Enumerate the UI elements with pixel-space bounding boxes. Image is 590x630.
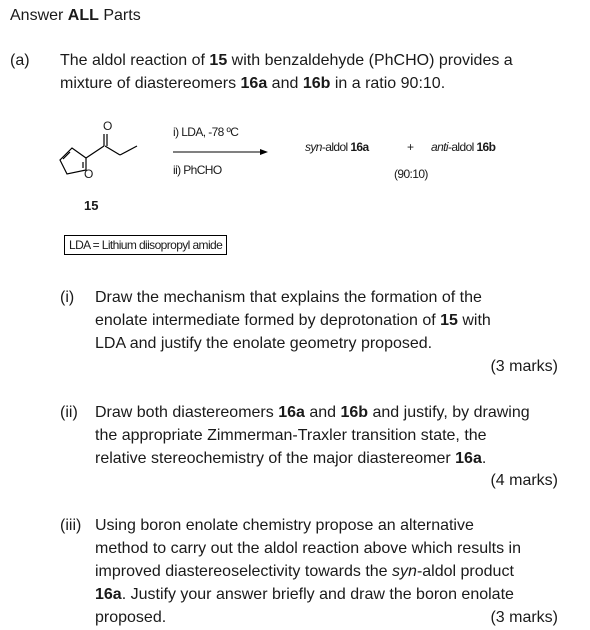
arrowhead <box>260 149 268 155</box>
compound-ref: 16a <box>455 450 482 467</box>
q1-line-2 <box>95 309 491 332</box>
text: improved diastereoselectivity towards the <box>95 563 393 580</box>
q2-marks: (4 marks) <box>490 472 558 489</box>
compound-ref: 16b <box>302 75 331 92</box>
text: syn <box>305 140 322 154</box>
text: -aldol product <box>416 563 514 580</box>
text: Using boron enolate chemistry propose an alternative <box>95 517 474 534</box>
ring-oxygen: O <box>84 167 93 181</box>
q1-line-3 <box>95 332 432 355</box>
q3-label: (iii) <box>60 517 82 534</box>
q2-line-2 <box>95 424 487 447</box>
condition-2: ii) PhCHO <box>173 163 222 177</box>
q3-line-1 <box>95 514 474 537</box>
text: with benzaldehyde (PhCHO) provides a <box>227 52 513 69</box>
text: relative stereochemistry of the major diastereomer <box>95 450 456 467</box>
q3-line-4 <box>95 583 514 606</box>
part-a-line-2 <box>60 72 445 95</box>
q3-line-2 <box>95 537 521 560</box>
text: with <box>457 312 491 329</box>
text: Draw the mechanism that explains the formation of the <box>95 289 482 306</box>
q3-line-5 <box>95 606 166 629</box>
q1-line-1 <box>95 286 482 309</box>
furan-ring <box>60 148 86 174</box>
compound-ref: 16b <box>340 404 369 421</box>
text: -aldol <box>321 140 351 154</box>
product-anti <box>431 140 495 154</box>
text: and <box>267 75 303 92</box>
compound-ref: 16a <box>278 404 305 421</box>
text: . Justify your answer briefly and draw the boron enolate <box>121 586 514 603</box>
text: mixture of diastereomers <box>60 75 241 92</box>
q1-label: (i) <box>60 289 75 306</box>
header <box>10 4 141 27</box>
part-a-label: (a) <box>10 52 30 69</box>
compound-ref: 15 <box>209 52 228 69</box>
compound-label: 15 <box>84 198 99 213</box>
bond <box>105 146 120 155</box>
lda-definition-box: LDA = Lithium diisopropyl amide <box>64 235 227 255</box>
header-bold: ALL <box>67 7 99 24</box>
compound-ref: 16b <box>476 140 496 154</box>
text: anti <box>431 140 448 154</box>
plus-sign: + <box>407 140 414 154</box>
text: method to carry out the aldol reaction above which results in <box>95 540 522 557</box>
text: -aldol <box>447 140 477 154</box>
bond <box>120 146 137 155</box>
product-syn <box>305 140 369 154</box>
header-text: Answer <box>10 7 68 24</box>
text: the appropriate Zimmerman-Traxler transition state, the <box>95 427 487 444</box>
condition-1: i) LDA, -78 ºC <box>173 125 239 139</box>
compound-ref: 16a <box>350 140 369 154</box>
text: LDA and justify the enolate geometry proposed. <box>95 335 433 352</box>
q2-line-3 <box>95 447 486 470</box>
q2-label: (ii) <box>60 404 78 421</box>
bond <box>86 146 104 158</box>
product-ratio: (90:10) <box>394 167 428 181</box>
q1-marks: (3 marks) <box>490 358 558 375</box>
text: and justify, by drawing <box>368 404 530 421</box>
q3-line-3 <box>95 560 514 583</box>
text: syn <box>392 563 417 580</box>
q3-marks: (3 marks) <box>490 609 558 626</box>
text: The aldol reaction of <box>60 52 210 69</box>
header-suffix: Parts <box>98 7 141 24</box>
text: in a ratio 90:10. <box>330 75 446 92</box>
text: . <box>481 450 487 467</box>
text: Draw both diastereomers <box>95 404 279 421</box>
text: and <box>304 404 341 421</box>
compound-ref: 16a <box>95 586 122 603</box>
carbonyl-oxygen: O <box>103 119 112 133</box>
q2-line-1 <box>95 401 530 424</box>
text: enolate intermediate formed by deprotonation of <box>95 312 441 329</box>
compound-ref: 16a <box>240 75 268 92</box>
part-a-line-1 <box>60 49 513 72</box>
compound-ref: 15 <box>440 312 458 329</box>
text: proposed. <box>95 609 167 626</box>
